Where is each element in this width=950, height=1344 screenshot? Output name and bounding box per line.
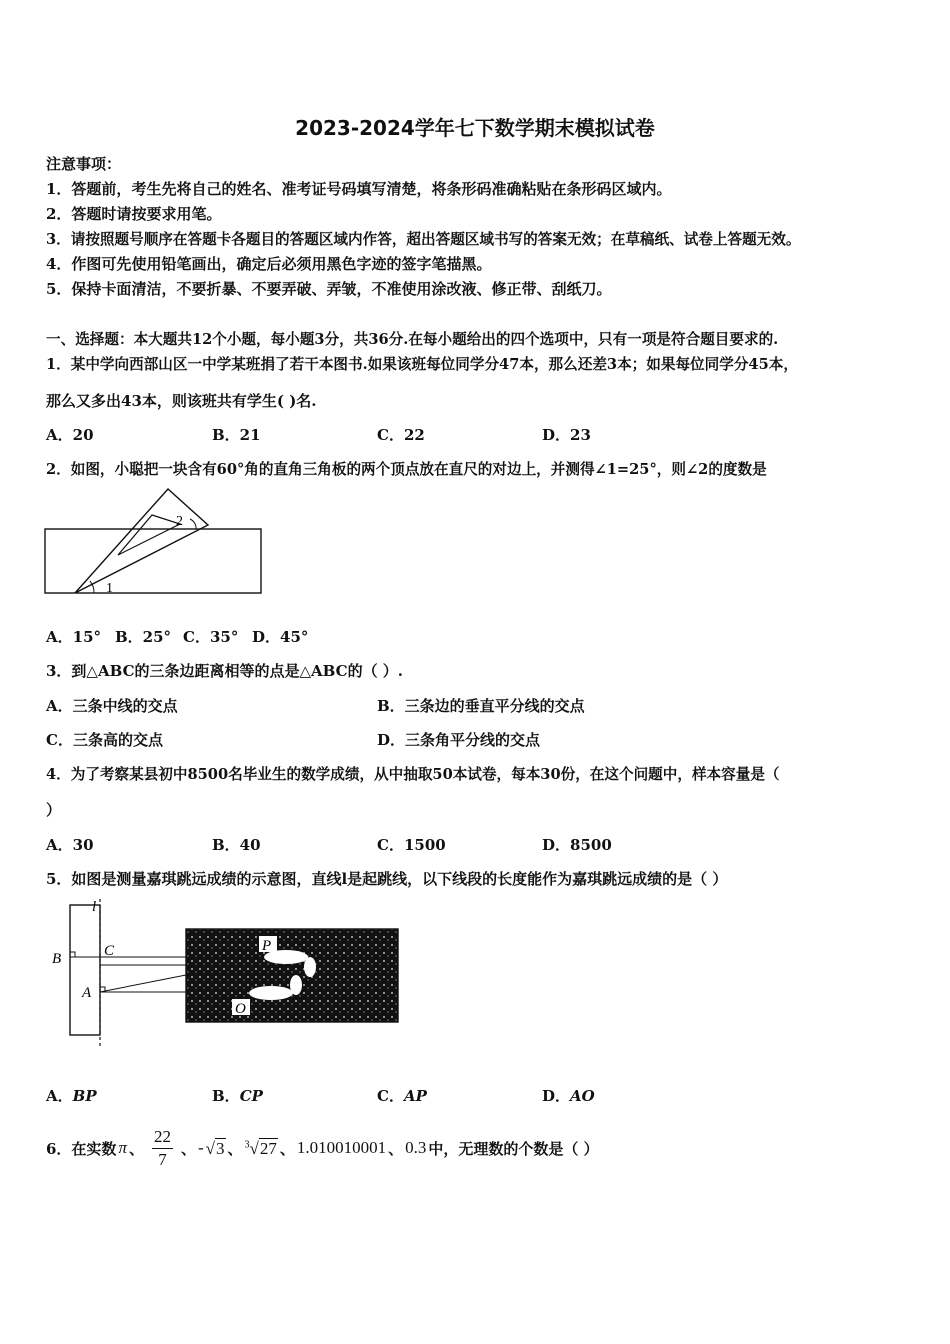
q2-option-c: C．35° (183, 628, 239, 646)
q5-option-d: D．AO (542, 1087, 595, 1105)
q4-option-c: C．1500 (377, 836, 446, 854)
footprint (304, 957, 316, 977)
q1-option-c: C．22 (377, 426, 425, 444)
section-heading: 一、选择题：本大题共12个小题，每小题3分，共36分.在每小题给出的四个选项中，只有一项是符合题目要求的. (46, 331, 779, 348)
notice-item: 3．请按照题号顺序在答题卡各题目的答题区域内作答，超出答题区域书写的答案无效；在草稿纸、试卷上答题无效。 (46, 231, 801, 248)
q1-option-a: A．20 (46, 426, 94, 444)
label-p: P (262, 938, 272, 954)
label-o: O (235, 1001, 246, 1017)
triangle-outer (75, 489, 208, 593)
angle-1-arc (90, 581, 94, 593)
q3-option-d: D．三条角平分线的交点 (377, 731, 541, 749)
question-5-text: 5．如图是测量嘉琪跳远成绩的示意图，直线l是起跳线，以下线段的长度能作为嘉琪跳远成绩的是（ ） (46, 870, 728, 888)
q4-option-a: A．30 (46, 836, 94, 854)
notice-heading: 注意事项： (46, 155, 122, 173)
line-ap (100, 975, 186, 992)
q2-option-d: D．45° (252, 628, 309, 646)
decimal-1: 1.010010001 (296, 1138, 387, 1157)
footprint (249, 986, 293, 1000)
decimal-2: 0.3 (405, 1138, 427, 1157)
q1-option-b: B．21 (212, 426, 261, 444)
cbrt-27: $^3$√27 (244, 1138, 277, 1158)
page-title: 2023-2024学年七下数学期末模拟试卷 (295, 116, 655, 140)
question-2-text: 2．如图，小聪把一块含有60°角的直角三角板的两个顶点放在直尺的对边上，并测得∠1=25°，则∠2的度数是 (46, 461, 767, 478)
notice-item: 1．答题前，考生先将自己的姓名、准考证号码填写清楚，将条形码准确粘贴在条形码区域内。 (46, 180, 672, 198)
q5-option-c: C．AP (377, 1087, 427, 1105)
question-6-text: 6．在实数 π 、 $\frac{22}{7}$ 、 - √3 、 $^3$√27 、 1.010010001 、 0.3 中，无理数的个数是（ ） (46, 1126, 599, 1169)
q5-option-b: B．CP (212, 1087, 263, 1105)
question-1-text-cont: 那么又多出43本，则该班共有学生( )名. (46, 392, 317, 410)
q3-option-c: C．三条高的交点 (46, 731, 163, 749)
pi-symbol: π (118, 1138, 127, 1157)
q2-option-a: A．15° (46, 628, 102, 646)
q3-option-b: B．三条边的垂直平分线的交点 (377, 697, 585, 715)
question-4-text: 4．为了考察某县初中8500名毕业生的数学成绩，从中抽取50本试卷，每本30份，在这个问题中，样本容量是（ (46, 766, 780, 783)
footprint (290, 975, 302, 995)
question-3-text: 3．到△ABC的三条边距离相等的点是△ABC的（ ）. (46, 662, 404, 680)
sand-pit (186, 929, 398, 1022)
notice-item: 4．作图可先使用铅笔画出，确定后必须用黑色字迹的签字笔描黑。 (46, 255, 492, 273)
label-l: l (92, 899, 97, 915)
angle-2-arc (190, 519, 196, 529)
label-c: C (104, 943, 115, 959)
board (70, 905, 100, 1035)
q4-option-b: B．40 (212, 836, 261, 854)
q2-option-b: B．25° (115, 628, 172, 646)
notice-item: 5．保持卡面清洁，不要折暴、不要弄破、弄皱，不准使用涂改液、修正带、刮纸刀。 (46, 280, 612, 298)
label-a: A (82, 985, 92, 1001)
question-1-text: 1．某中学向西部山区一中学某班捐了若干本图书.如果该班每位同学分47本，那么还差3本；如果每位同学分45本， (46, 356, 798, 373)
q1-option-d: D．23 (542, 426, 591, 444)
angle-2-label: 2 (176, 514, 183, 529)
label-b: B (52, 951, 62, 967)
fraction-22-7: $\frac{22}{7}$ (153, 1126, 171, 1169)
angle-1-label: 1 (106, 581, 113, 596)
ruler-triangle-figure (40, 485, 270, 600)
sqrt-3: √3 (205, 1138, 225, 1158)
long-jump-figure (46, 895, 406, 1055)
q5-option-a: A．BP (46, 1087, 97, 1105)
notice-item: 2．答题时请按要求用笔。 (46, 205, 222, 223)
q3-option-a: A．三条中线的交点 (46, 697, 178, 715)
question-4-text-cont: ） (46, 801, 62, 819)
ruler (45, 529, 261, 593)
q4-option-d: D．8500 (542, 836, 612, 854)
